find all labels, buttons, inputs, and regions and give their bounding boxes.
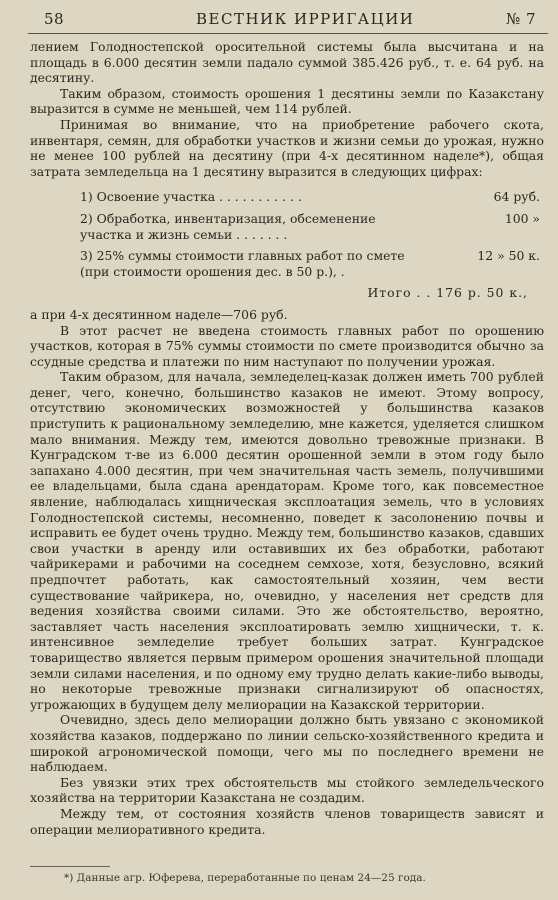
cost-item (80, 189, 544, 205)
cost-item-text: 1) Освоение участка . . . . . . . . . . . (80, 189, 302, 205)
journal-title: ВЕСТНИК ИРРИГАЦИИ (196, 10, 415, 28)
cost-item-value: 12 » 50 к. (477, 248, 540, 264)
paragraph: В этот расчет не введена стоимость главных работ по орошению участков, которая в 75% суммы стоимости по смете производится обычно за ссудные средства и платежи по ним наступают по получении урожая. (30, 322, 544, 369)
footnote: *) Данные агр. Юферева, переработанные по ценам 24—25 года. (64, 872, 426, 884)
cost-list (30, 189, 544, 279)
cost-item (80, 211, 544, 242)
cost-item-text: 2) Обработка, инвентаризация, обсеменение участка и жизнь семьи . . . . . . . (80, 210, 376, 242)
cost-item-value: 100 » (504, 210, 540, 226)
paragraph: а при 4-х десятинном наделе—706 руб. (30, 306, 288, 322)
paragraph: Таким образом, для начала, земледелец-казак должен иметь 700 рублей денег, чего, конечно, большинство казаков не имеют. Этому вопросу, отсутствию экономических возможностей у большинства казаков приступить к рациональному земледелию, мне кажется, уделяется слишком мало внимания. Между тем, имеются довольно тревожные признаки. В Кунградском т-ве из 6.000 десятин орошенной земли в этом году было запахано 4.000 десятин, при чем значительная часть земель, получившими ее владельцами, была сдана арендаторам. Кроме того, как повсеместное явление, наблюдалась хищническая эксплоатация земель, что в условиях Голодностепской системы, несомненно, поведет к засолонению почвы и исправить ее будет очень трудно. Между тем, большинство казаков, сдавших свои участки в аренду или оставивших их без обработки, работают чайрикерами и рабочими на соседнем семхозе, хотя, безусловно, всякий предпочтет работать, как самостоятельный хозяин, чем вести существование чайрикера, но, очевидно, у населения нет средств для ведения хозяйства своими силами. Это же обстоятельство, вероятно, заставляет часть населения эксплоатировать землю хищнически, т. к. интенсивное земледелие требует больших затрат. Кунградское товарищество является первым примером орошения значительной площади земли силами населения, и по одному ему трудно делать какие-либо выводы, но некоторые тревожные признаки сигнализируют об опасностях, угрожающих в будущем делу мелиорации на Казакской территории. (30, 369, 544, 712)
running-header (0, 8, 558, 32)
paragraph: Между тем, от состояния хозяйств членов товариществ зависят и операции мелиоративного кредита. (30, 805, 544, 837)
cost-total: Итого . . 176 р. 50 к., (367, 285, 528, 301)
cost-item-value: 64 руб. (493, 189, 540, 205)
footnote-rule (30, 866, 110, 867)
cost-item-text: 3) 25% суммы стоимости главных работ по смете (при стоимости орошения дес. в 50 р.), . (80, 248, 405, 279)
cost-item (80, 248, 544, 279)
page-number: 58 (44, 10, 65, 28)
paragraph: Таким образом, стоимость орошения 1 десятины земли по Казакстану выразится в сумме не меньшей, чем 114 рублей. (30, 85, 544, 117)
paragraph: Очевидно, здесь дело мелиорации должно быть увязано с экономикой хозяйства казаков, поддержано по линии сельско-хозяйственного кредита и широкой агрономической помощи, чего мы по последнего времени не наблюдаем. (30, 712, 544, 775)
paragraph: лением Голодностепской оросительной системы была высчитана и на площадь в 6.000 десятин земли падало суммой 385.426 руб., т. е. 64 руб. на десятину. (30, 39, 544, 86)
paragraph: Без увязки этих трех обстоятельств мы стойкого земледельческого хозяйства на территории Казакстана не создадим. (30, 774, 544, 806)
header-rule (28, 33, 548, 34)
article-body (30, 39, 544, 837)
paragraph: Принимая во внимание, что на приобретение рабочего скота, инвентаря, семян, для обработки участков и жизни семьи до урожая, нужно не менее 100 рублей на десятину (при 4-х десятинном наделе*), общая затрата земледельца на 1 десятину выразится в следующих цифрах: (30, 116, 544, 179)
issue-number: № 7 (505, 10, 536, 28)
